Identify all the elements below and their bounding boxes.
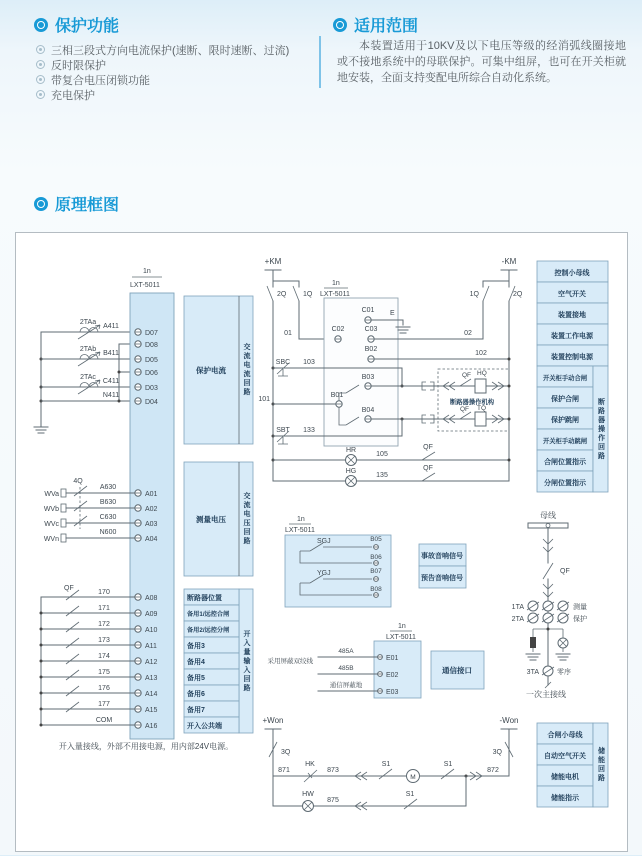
terminal-label: B05 <box>370 536 382 543</box>
ct-label: 2TA <box>511 616 524 623</box>
di-row-label: 备用4 <box>187 659 205 666</box>
bullet-icon <box>36 60 45 69</box>
ct-label: 2TAc <box>80 374 96 381</box>
switch-label: HK <box>305 761 315 768</box>
device-label: LXT-5011 <box>320 291 350 298</box>
scope-paragraph: 本装置适用于10KV及以下电压等级的经消弧线圈接地或不接地系统中的母联保护。可集中组屏，也可在开关柜就地安装，全面支持变配电所综合自动化系统。 <box>337 40 626 84</box>
relay-label: YGJ <box>317 570 331 577</box>
switch-label: 1Q <box>469 291 479 298</box>
di-row-label: 备用6 <box>187 691 205 698</box>
terminal-label: A11 <box>145 643 157 650</box>
storage-legend <box>537 723 608 807</box>
button-label: SBC <box>275 359 291 366</box>
switch-label: QF <box>64 585 74 592</box>
terminal-label: A15 <box>145 707 158 714</box>
comm-block-label: 通信接口 <box>442 666 472 675</box>
relay-label: SGJ <box>317 538 331 545</box>
legend-row: 开关柜手动跳闸 <box>542 438 588 445</box>
wire-label: 873 <box>327 767 339 774</box>
voltage-input-section <box>44 478 134 543</box>
ground-label: E <box>390 310 395 317</box>
wire-label: N600 <box>99 529 117 536</box>
terminal-label: D06 <box>145 370 158 377</box>
feature-text: 三相三段式方向电流保护(速断、限时速断、过流) <box>51 44 290 57</box>
ct-label: 2TAa <box>79 319 97 326</box>
contact-label: QF <box>423 465 433 472</box>
terminal-label: A10 <box>145 627 158 634</box>
terminal-label: B04 <box>361 407 375 414</box>
switch-label: 3Q <box>281 749 291 756</box>
terminal-label: A01 <box>145 491 158 498</box>
wire-label: A411 <box>103 323 119 330</box>
legend-row: 控制小母线 <box>554 270 590 277</box>
section-title-text: 保护功能 <box>55 18 120 35</box>
terminal-label: B03 <box>361 374 375 381</box>
coil-label: HQ <box>477 370 487 377</box>
rail-label: -Won <box>499 716 519 725</box>
device-label: 1n <box>143 268 151 275</box>
legend-panel <box>537 261 608 492</box>
wire-label: 101 <box>258 396 270 403</box>
contact-label: QF <box>462 372 472 379</box>
rail-label: +KM <box>264 257 282 266</box>
terminal-label: B08 <box>370 586 382 593</box>
vertical-label-ac-current: 交流电流回路 <box>243 343 250 397</box>
vertical-label-storage-circuit: 储能回路 <box>597 747 605 783</box>
legend-row: 储能电机 <box>551 774 579 781</box>
terminal-label: D08 <box>145 342 158 349</box>
device-label: 1n <box>398 623 406 630</box>
di-row-label: 备用7 <box>187 707 205 714</box>
wire-label: 485B <box>338 665 354 672</box>
protection-feature-list <box>36 42 289 102</box>
di-row-label: 备用2/远控分闸 <box>187 627 230 634</box>
block-label: 保护电流 <box>196 366 226 375</box>
di-row-label: 开入公共端 <box>187 723 222 730</box>
pt-label: WVc <box>44 521 59 528</box>
wire-label: 02 <box>464 330 472 337</box>
bullet-icon <box>36 75 45 84</box>
wire-label: 176 <box>98 685 110 692</box>
lamp-label: HG <box>345 468 357 475</box>
legend-row: 保护合闸 <box>551 396 579 403</box>
switch-label: 3Q <box>492 749 502 756</box>
signal-block-label: 预告音响信号 <box>421 575 463 582</box>
device-label: LXT-5011 <box>130 282 160 289</box>
terminal-label: D05 <box>145 357 158 364</box>
terminal-label: B06 <box>370 554 382 561</box>
wire-label: 105 <box>376 451 388 458</box>
wire-label: 102 <box>475 350 487 357</box>
ct-label: 1TA <box>511 604 524 611</box>
ct-input-section <box>34 319 134 433</box>
di-row-label: 备用5 <box>187 675 205 682</box>
legend-row: 储能指示 <box>551 795 579 802</box>
terminal-label: C03 <box>364 326 378 333</box>
legend-row: 分闸位置指示 <box>544 480 586 487</box>
legend-row: 自动空气开关 <box>544 753 586 760</box>
legend-row: 装置接地 <box>558 312 586 319</box>
di-row-label: 备用1/远控合闸 <box>187 611 230 618</box>
schematic-frame <box>15 232 628 852</box>
cable-note: 采用屏蔽双绞线 <box>267 658 313 665</box>
legend-row: 开关柜手动合闸 <box>542 375 588 382</box>
contact-label: S1 <box>443 761 453 768</box>
protection-section-title <box>34 13 119 36</box>
coil-label: TQ <box>477 405 487 412</box>
wire-label: 173 <box>98 637 110 644</box>
wire-label: B411 <box>103 350 119 357</box>
contact-label: S1 <box>405 791 415 798</box>
terminal-label: D03 <box>145 385 158 392</box>
wire-label: COM <box>95 717 113 724</box>
ct-label: 2TAb <box>79 346 97 353</box>
terminal-label: A08 <box>145 595 158 602</box>
device-label: LXT-5011 <box>285 527 315 534</box>
terminal-label: A03 <box>145 521 158 528</box>
wire-label: 133 <box>303 427 315 434</box>
storage-circuit <box>263 716 519 812</box>
block-label: 测量电压 <box>196 515 226 524</box>
switch-label: 4Q <box>73 478 83 485</box>
di-note: 开入量接线，外部不用接电源，用内部24V电源。 <box>58 742 234 751</box>
wire-label: 174 <box>98 653 110 660</box>
terminal-label: C02 <box>331 326 345 333</box>
wire-label: 175 <box>98 669 110 676</box>
device-label: LXT-5011 <box>386 634 416 641</box>
wire-label: 177 <box>98 701 110 708</box>
list-item <box>36 57 289 72</box>
section-icon <box>34 197 48 211</box>
terminal-label: E03 <box>386 689 399 696</box>
legend-row: 空气开关 <box>558 291 586 298</box>
terminal-label: A14 <box>145 691 158 698</box>
vertical-label-ac-voltage: 交流电压回路 <box>243 492 250 546</box>
vertical-label-breaker-circuit: 断路器操作回路 <box>597 397 605 461</box>
contact-label: QF <box>423 444 433 451</box>
terminal-label: D04 <box>145 399 158 406</box>
use-label: 零序 <box>557 669 571 676</box>
primary-wiring-section <box>512 510 587 699</box>
wire-label: 871 <box>278 767 290 774</box>
bullet-icon <box>36 90 45 99</box>
lamp-label: HR <box>345 447 357 454</box>
ct-label: 3TA <box>526 669 539 676</box>
control-circuit <box>258 257 523 487</box>
list-item <box>36 42 289 57</box>
contact-label: S1 <box>381 761 391 768</box>
bullet-icon <box>36 45 45 54</box>
device-terminal-strip <box>130 268 174 739</box>
legend-row: 合闸小母线 <box>547 732 583 739</box>
wire-label: 135 <box>376 472 388 479</box>
terminal-label: B01 <box>330 392 344 399</box>
wire-label: 103 <box>303 359 315 366</box>
signal-relay-section <box>285 516 466 607</box>
button-label: SBT <box>276 427 290 434</box>
vertical-label-di-circuit: 开入量输入回路 <box>243 629 250 693</box>
wire-label: C411 <box>102 378 120 385</box>
column-divider <box>319 36 321 88</box>
wire-label: B630 <box>99 499 117 506</box>
terminal-label: B07 <box>370 568 382 575</box>
schematic-svg <box>16 233 627 851</box>
signal-block-label: 事故音响信号 <box>421 553 463 560</box>
breaker-label: QF <box>560 568 570 575</box>
terminal-label: A09 <box>145 611 158 618</box>
contact-label: QF <box>460 406 470 413</box>
pt-label: WVn <box>43 536 59 543</box>
list-item <box>36 87 289 102</box>
wire-label: 172 <box>98 621 110 628</box>
lamp-label: HW <box>302 791 314 798</box>
di-row-label: 断路器位置 <box>187 595 222 602</box>
feature-text: 反时限保护 <box>51 59 106 72</box>
legend-row: 合闸位置指示 <box>544 459 586 466</box>
section-title-text: 适用范围 <box>354 18 419 35</box>
wire-label: 171 <box>98 605 110 612</box>
switch-label: 2Q <box>513 291 523 298</box>
wire-label: 01 <box>284 330 292 337</box>
wire-label: 170 <box>98 589 110 596</box>
section-title-text: 原理框图 <box>55 197 120 214</box>
switch-label: 2Q <box>277 291 287 298</box>
di-row-label: 备用3 <box>187 643 205 650</box>
use-label: 保护 <box>573 616 587 623</box>
legend-row: 装置工作电源 <box>551 333 593 340</box>
mechanism-label: 断路器操作机构 <box>449 399 495 406</box>
legend-row: 装置控制电源 <box>551 354 593 361</box>
motor-label: M <box>410 774 416 781</box>
wire-label: C630 <box>99 514 117 521</box>
section-icon <box>333 18 347 32</box>
pt-label: WVb <box>43 506 59 513</box>
wire-label: N411 <box>102 392 120 399</box>
terminal-label: A13 <box>145 675 158 682</box>
use-label: 测量 <box>573 604 587 611</box>
wire-label: A630 <box>99 484 117 491</box>
terminal-label: E02 <box>386 672 399 679</box>
list-item <box>36 72 289 87</box>
communication-section <box>268 623 485 698</box>
rail-label: +Won <box>262 716 284 725</box>
terminal-label: A04 <box>145 536 158 543</box>
diagram-section-title <box>34 192 119 215</box>
wire-label: 通信屏蔽地 <box>329 682 363 689</box>
section-icon <box>34 18 48 32</box>
caption: 一次主接线 <box>526 690 566 699</box>
terminal-label: D07 <box>145 330 158 337</box>
rail-label: -KM <box>501 257 517 266</box>
device-label: 1n <box>297 516 305 523</box>
device-label: 1n <box>332 280 340 287</box>
terminal-label: E01 <box>386 655 399 662</box>
scope-section-title <box>333 13 418 36</box>
terminal-label: A16 <box>145 723 158 730</box>
legend-row: 保护跳闸 <box>551 417 579 424</box>
wire-label: 872 <box>487 767 499 774</box>
feature-text: 充电保护 <box>51 89 95 102</box>
terminal-label: A12 <box>145 659 158 666</box>
pt-label: WVa <box>44 491 59 498</box>
wire-label: 875 <box>327 797 339 804</box>
terminal-label: A02 <box>145 506 158 513</box>
wire-label: 485A <box>338 648 354 655</box>
function-blocks <box>184 296 253 733</box>
terminal-label: B02 <box>364 346 378 353</box>
busbar-label: 母线 <box>540 511 556 520</box>
feature-text: 带复合电压闭锁功能 <box>51 74 150 87</box>
terminal-label: C01 <box>361 307 375 314</box>
switch-label: 1Q <box>303 291 313 298</box>
